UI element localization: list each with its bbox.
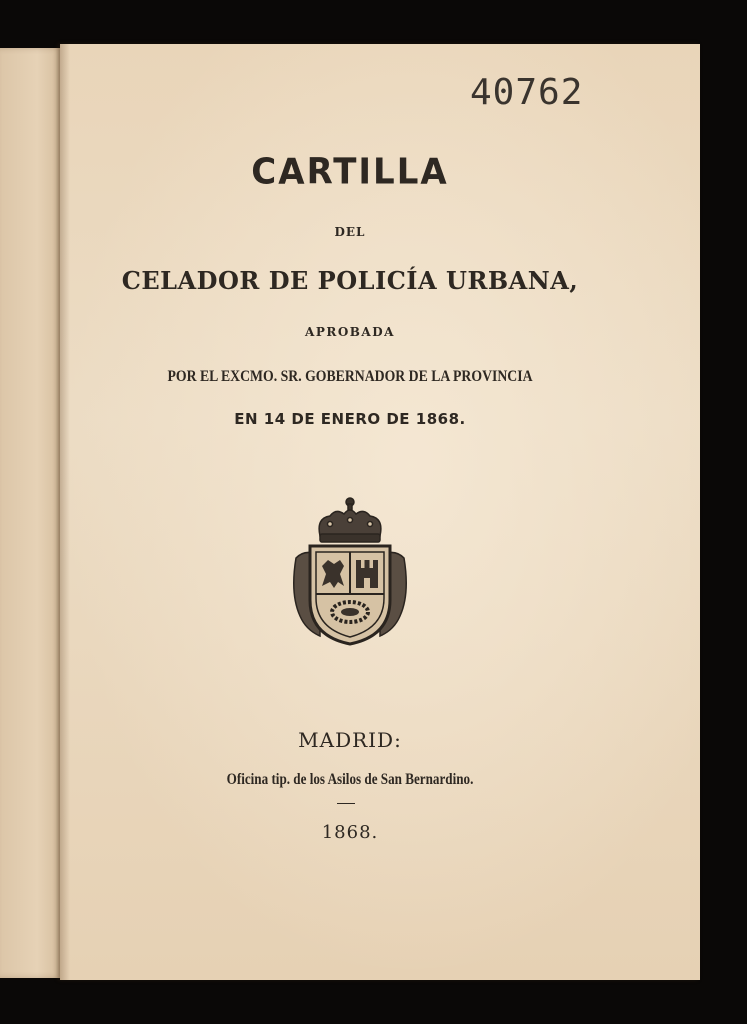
catalog-number-stamp: 40762	[470, 72, 584, 113]
coat-of-arms-icon	[286, 496, 414, 648]
approval-date: EN 14 DE ENERO DE 1868.	[234, 410, 466, 428]
approving-authority: POR EL EXCMO. SR. GOBERNADOR DE LA PROVINCIA	[167, 368, 533, 385]
publication-year: 1868.	[321, 822, 379, 843]
title-connector: DEL	[334, 225, 366, 239]
document-subtitle: CELADOR DE POLICÍA URBANA,	[121, 266, 579, 295]
approval-label: APROBADA	[305, 325, 395, 339]
document-title: CARTILLA	[251, 151, 449, 193]
place-of-publication: MADRID:	[298, 728, 402, 752]
printer-imprint: Oficina tip. de los Asilos de San Bernardino.	[226, 771, 474, 788]
left-page-edge	[0, 48, 62, 978]
divider-rule	[337, 803, 355, 804]
